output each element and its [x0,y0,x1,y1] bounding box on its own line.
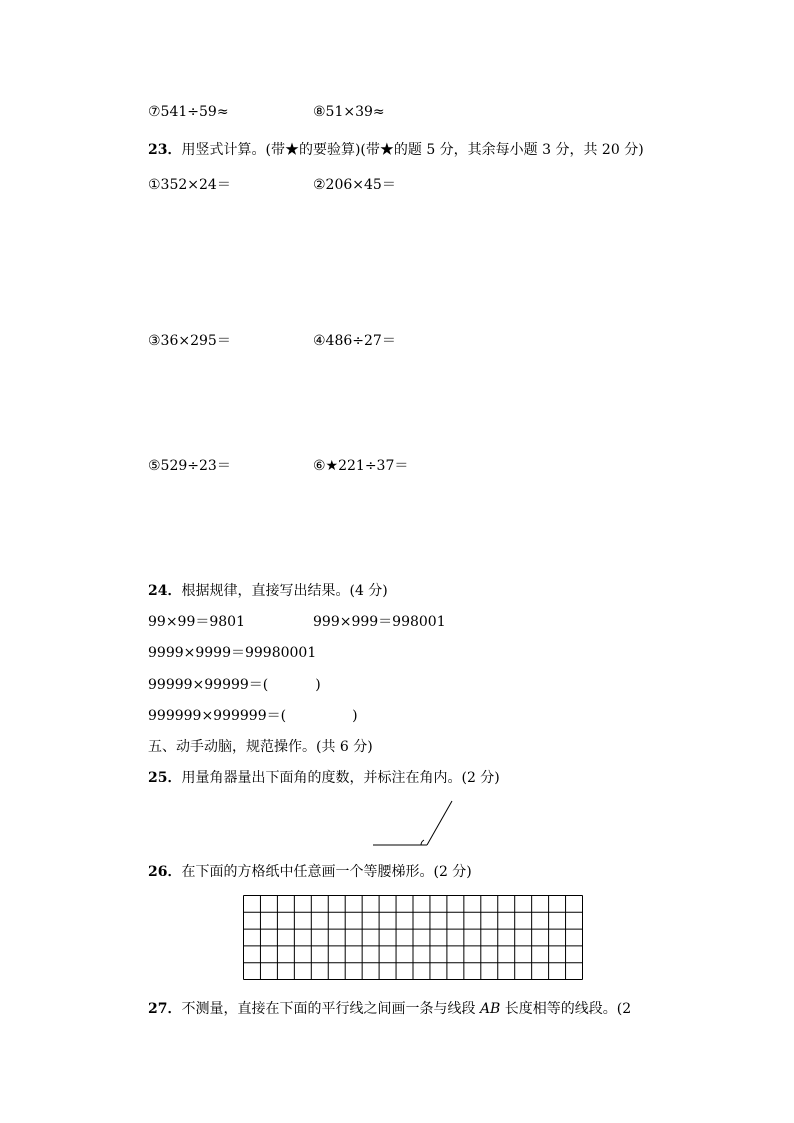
q24-line-4-close: ) [352,708,358,724]
q24-title: 根据规律，直接写出结果。(4 分) [181,583,388,599]
q23-item-3: ③36×295＝ [148,333,231,349]
q24-line-1b: 999×999＝998001 [313,614,446,630]
q25-title: 用量角器量出下面角的度数，并标注在角内。(2 分) [181,770,500,786]
angle-arc [421,840,424,845]
q23-item-2: ②206×45＝ [313,177,396,193]
q23-heading [148,141,644,159]
q24-line-4 [148,707,358,725]
q23-title: 用竖式计算。(带★的要验算)(带★的题 5 分，其余每小题 3 分，共 20 分) [181,142,644,158]
q26-number: 26． [148,864,182,880]
q27-title-a: 不测量，直接在下面的平行线之间画一条与线段 [181,1001,480,1017]
q27-segment-label: AB [479,1001,501,1017]
q22-item-7: ⑦541÷59≈ [148,104,229,120]
q24-line-3-expression: 99999×99999＝( [148,677,269,693]
q27-title-b: 长度相等的线段。(2 [500,1001,632,1017]
q23-item-1: ①352×24＝ [148,177,231,193]
q23-number: 23． [148,142,182,158]
q26-heading [148,863,472,881]
q24-number: 24． [148,583,182,599]
q24-line-3 [148,676,321,694]
q22-item-8: ⑧51×39≈ [313,104,385,120]
q25-number: 25． [148,770,182,786]
angle-ray-slanted [427,801,452,845]
q24-heading [148,582,388,600]
q23-item-5: ⑤529÷23＝ [148,458,231,474]
q23-item-4: ④486÷27＝ [313,333,396,349]
q26-title: 在下面的方格纸中任意画一个等腰梯形。(2 分) [181,864,472,880]
q23-item-6: ⑥★221÷37＝ [313,458,409,474]
q27-number: 27． [148,1001,182,1017]
q24-line-1a: 99×99＝9801 [148,614,245,630]
q24-line-2: 9999×9999＝99980001 [148,645,317,661]
section-5-title: 五、动手动脑，规范操作。(共 6 分) [148,739,373,755]
square-grid-paper[interactable] [243,895,583,980]
q24-line-3-close: ) [315,677,321,693]
q27-heading [148,1000,631,1018]
angle-figure [370,798,460,850]
q24-line-4-expression: 999999×999999＝( [148,708,287,724]
q25-heading [148,769,500,787]
